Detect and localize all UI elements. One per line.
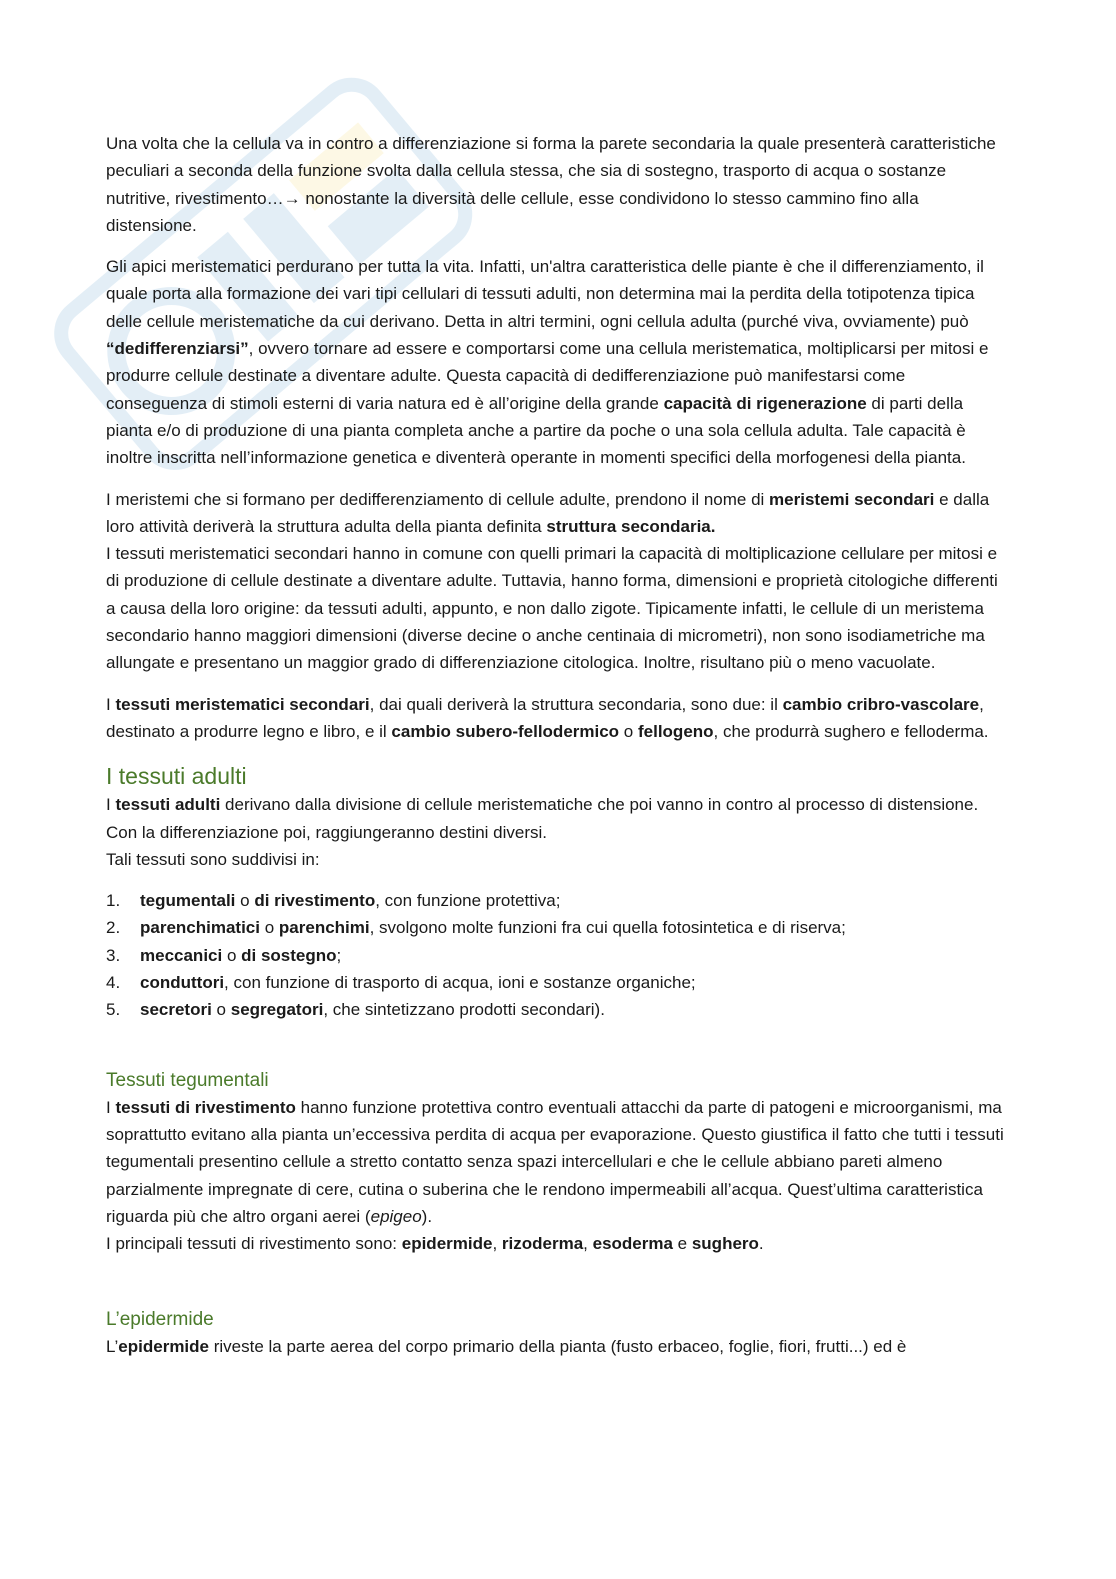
term-dedifferenziarsi: “dedifferenziarsi” xyxy=(106,339,249,359)
list-number: 5. xyxy=(106,1000,121,1020)
paragraph-tessuti-meristematici xyxy=(106,691,1006,746)
text: I meristemi che si formano per dedifferenziamento di cellule adulte, prendono il nome di xyxy=(106,489,770,509)
term: tessuti adulti xyxy=(115,795,221,815)
term-capacita-rigenerazione: capacità di rigenerazione xyxy=(663,393,867,413)
paragraph-epidermide xyxy=(106,1333,1006,1360)
text: di parti della pianta e/o di produzione di una pianta completa anche a partire da poche o una sola cellula adulta. Tale capacità è inoltre inscritta nell’informazione genetica e diventerà operante in momenti specifici della morfogenesi della pianta. xyxy=(106,393,966,468)
list-number: 4. xyxy=(106,973,121,993)
list-number: 1. xyxy=(106,891,121,911)
term: meccanici xyxy=(140,945,223,965)
spacer xyxy=(106,1024,1006,1068)
term: fellogeno xyxy=(637,721,714,741)
term: rizoderma xyxy=(501,1234,584,1254)
text: , xyxy=(492,1234,502,1254)
list-item xyxy=(106,996,1006,1023)
text: I xyxy=(106,1097,116,1117)
term-struttura-secondaria: struttura secondaria. xyxy=(546,516,716,536)
text: Gli apici meristematici perdurano per tutta la vita. Infatti, un'altra caratteristica delle piante è che il differenziamento, il quale porta alla formazione dei vari tipi cellulari di tessuti adulti, non determina mai la perdita della totipotenza tipica delle cellule meristematiche da cui derivano. Detta in altri termini, ogni cellula adulta (purché viva, ovviamente) può xyxy=(106,257,984,331)
text: ). xyxy=(421,1206,433,1226)
text: I principali tessuti di rivestimento sono: xyxy=(106,1234,402,1254)
term: epidermide xyxy=(118,1337,209,1357)
text: , xyxy=(583,1234,593,1254)
text: L’ xyxy=(106,1337,119,1357)
text: , ovvero tornare ad essere e comportarsi come una cellula meristematica, moltiplicarsi per mitosi e produrre cellule destinate a diventare adulte. Questa capacità di dedifferenziazione può manifestarsi come conseguenza di stimoli esterni di varia natura ed è all’origine della grande xyxy=(106,339,989,413)
heading-tessuti-adulti: I tessuti adulti xyxy=(106,763,247,790)
text: o xyxy=(619,721,638,741)
spacer xyxy=(106,1257,1006,1307)
text: I xyxy=(106,694,116,714)
text: o xyxy=(235,891,255,911)
text: I xyxy=(106,795,116,815)
text: , dai quali deriverà la struttura secondaria, sono due: il xyxy=(369,694,783,714)
text: nonostante la diversità delle cellule, esse condividono lo stesso cammino fino alla distensione. xyxy=(106,188,919,235)
term: parenchimatici xyxy=(140,918,260,938)
paragraph-differenziazione xyxy=(106,130,1006,239)
text: , svolgono molte funzioni fra cui quella fotosintetica e di riserva; xyxy=(369,918,846,938)
paragraph-tessuti-adulti xyxy=(106,791,1006,873)
term: tessuti meristematici secondari xyxy=(115,694,370,714)
term: segregatori xyxy=(230,1000,324,1020)
term: di sostegno xyxy=(241,945,337,965)
term: sughero xyxy=(691,1234,759,1254)
text: o xyxy=(222,945,242,965)
text: ; xyxy=(336,945,342,965)
text: , che produrrà sughero e felloderma. xyxy=(713,721,989,741)
text: , con funzione protettiva; xyxy=(375,891,561,911)
text: Tali tessuti sono suddivisi in: xyxy=(106,849,320,869)
text: I tessuti meristematici secondari hanno in comune con quelli primari la capacità di moltiplicazione cellulare per mitosi e di produzione di cellule destinate a diventare adulte. Tuttavia, hanno forma, dimensioni e proprietà citologiche differenti a causa della loro origine: da tessuti adulti, appunto, e non dallo zigote. Tipicamente infatti, le cellule di un meristema secondario hanno maggiori dimensioni (diverse decine o anche centinaia di micrometri), non sono isodiametriche ma allungate e presentano un maggior grado di differenziazione citologica. Inoltre, risultano più o meno vacuolate. xyxy=(106,544,998,673)
list-item xyxy=(106,887,1006,914)
text: , che sintetizzano prodotti secondari). xyxy=(323,1000,605,1020)
text: riveste la parte aerea del corpo primario della pianta (fusto erbaceo, foglie, fiori, frutti...) ed è xyxy=(209,1337,907,1357)
term: epidermide xyxy=(401,1234,493,1254)
text: e xyxy=(672,1234,692,1254)
text: o xyxy=(211,1000,231,1020)
paragraph-meristemi-secondari xyxy=(106,486,1006,677)
document-page xyxy=(106,130,1006,1361)
text: Una volta che la cellula va in contro a differenziazione si forma la parete secondaria la quale presenterà caratteristiche peculiari a seconda della funzione svolta dalla cellula stessa, che sia di sostegno, trasporto di acqua o sostanze nutritive, rivestimento… xyxy=(106,134,996,208)
text: , destinato a produrre legno e libro, e il xyxy=(106,694,984,741)
term: parenchimi xyxy=(278,918,370,938)
arrow-icon: → xyxy=(283,188,301,208)
text: derivano dalla divisione di cellule meristematiche che poi vanno in contro al processo di distensione. Con la differenziazione poi, raggiungeranno destini diversi. xyxy=(106,795,979,842)
term: cambio cribro-vascolare xyxy=(782,694,980,714)
term: secretori xyxy=(140,1000,212,1020)
term: tessuti di rivestimento xyxy=(115,1097,296,1117)
text: . xyxy=(758,1234,764,1254)
list-number: 3. xyxy=(106,945,121,965)
tissue-list xyxy=(106,887,1006,1023)
text: , con funzione di trasporto di acqua, ioni e sostanze organiche; xyxy=(224,973,696,993)
term: cambio subero-fellodermico xyxy=(391,721,620,741)
text: e dalla loro attività deriverà la struttura adulta della pianta definita xyxy=(106,489,990,536)
paragraph-tessuti-tegumentali xyxy=(106,1094,1006,1258)
paragraph-apici-meristematici xyxy=(106,253,1006,471)
term: tegumentali xyxy=(140,891,236,911)
term: di rivestimento xyxy=(254,891,376,911)
list-item xyxy=(106,942,1006,969)
list-number: 2. xyxy=(106,918,121,938)
term-epigeo: epigeo xyxy=(370,1206,422,1226)
term-meristemi-secondari: meristemi secondari xyxy=(769,489,935,509)
text: o xyxy=(260,918,279,938)
list-item xyxy=(106,914,1006,941)
text: hanno funzione protettiva contro eventuali attacchi da parte di patogeni e microorganismi, ma soprattutto evitano alla pianta un’eccessiva perdita di acqua per evaporazione. Questo giustifica il fatto che tutti i tessuti tegumentali presentino cellule a stretto contatto senza spazi intercellulari e che le cellule abbiano pareti almeno parzialmente impregnate di cere, cutina o suberina che le rendono impermeabili all’acqua. Quest’ultima caratteristica riguarda più che altro organi aerei ( xyxy=(106,1097,1004,1226)
heading-tessuti-tegumentali: Tessuti tegumentali xyxy=(106,1069,269,1091)
term: conduttori xyxy=(140,973,225,993)
heading-epidermide: L’epidermide xyxy=(106,1309,214,1331)
list-item xyxy=(106,969,1006,996)
term: esoderma xyxy=(592,1234,673,1254)
